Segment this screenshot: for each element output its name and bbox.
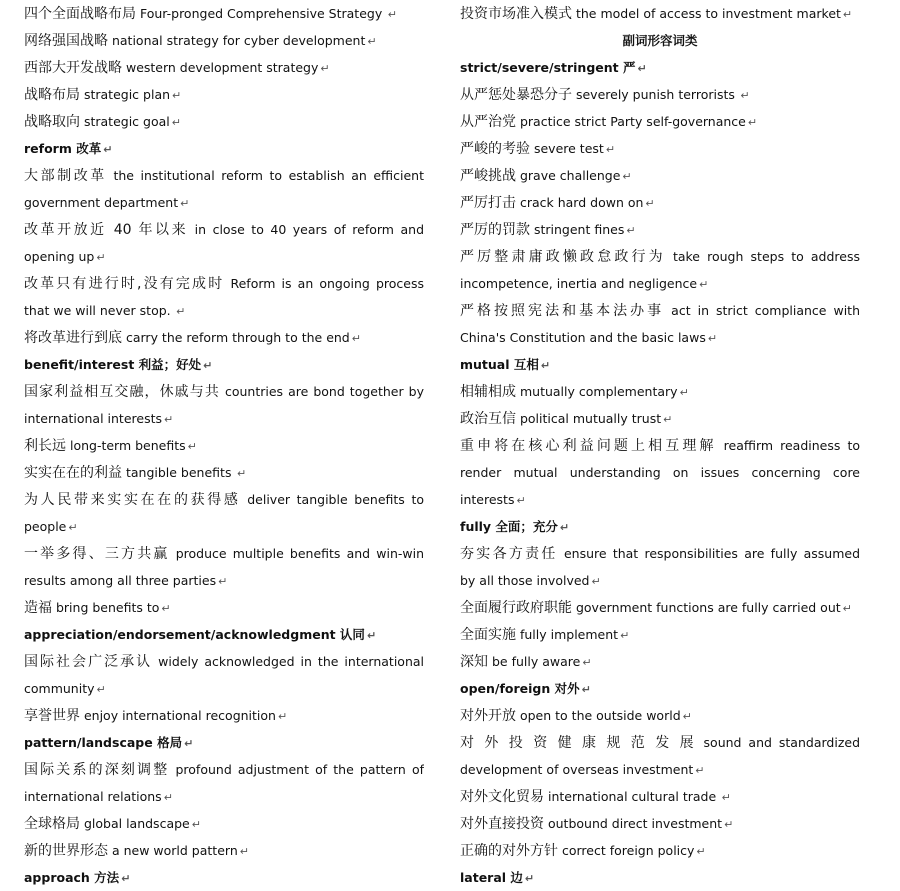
chinese-term: 享誉世界	[24, 708, 80, 724]
english-translation: people	[24, 519, 67, 534]
paragraph-mark-icon: ↵	[68, 521, 78, 534]
chinese-term: 重申将在核心利益问题上相互理解	[460, 438, 717, 454]
glossary-line	[24, 432, 424, 459]
paragraph-mark-icon: ↵	[622, 170, 632, 183]
glossary-line	[460, 459, 860, 486]
paragraph-mark-icon: ↵	[191, 818, 201, 831]
paragraph-mark-icon: ↵	[163, 791, 173, 804]
glossary-line	[24, 108, 424, 135]
paragraph-mark-icon: ↵	[184, 737, 194, 750]
glossary-line	[460, 297, 860, 324]
chinese-term: 严格按照宪法和基本法办事	[460, 303, 665, 319]
section-heading	[460, 513, 860, 540]
paragraph-mark-icon: ↵	[663, 413, 673, 426]
glossary-line	[24, 378, 424, 405]
glossary-line	[24, 243, 424, 270]
chinese-term: 从严惩处暴恐分子	[460, 87, 572, 103]
paragraph-mark-icon: ↵	[384, 8, 397, 21]
chinese-term: 深知	[460, 654, 488, 670]
glossary-line	[460, 189, 860, 216]
glossary-line	[24, 783, 424, 810]
english-translation: profound adjustment of the pattern of	[169, 762, 424, 777]
glossary-line	[24, 459, 424, 486]
paragraph-mark-icon: ↵	[540, 359, 551, 372]
glossary-line	[24, 27, 424, 54]
english-translation: tangible benefits	[122, 465, 232, 480]
section-heading	[24, 621, 424, 648]
heading-text: approach 方法	[24, 870, 120, 885]
right-column	[460, 0, 860, 891]
paragraph-mark-icon: ↵	[645, 197, 655, 210]
paragraph-mark-icon: ↵	[581, 683, 591, 696]
glossary-line	[24, 486, 424, 513]
english-translation: international cultural trade	[544, 789, 717, 804]
glossary-line	[460, 648, 860, 675]
english-translation: the model of access to investment market	[572, 6, 841, 21]
chinese-term: 对外直接投资	[460, 816, 544, 832]
paragraph-mark-icon: ↵	[239, 845, 249, 858]
chinese-term: 相辅相成	[460, 384, 516, 400]
english-translation: reaffirm readiness to	[716, 438, 860, 453]
glossary-line	[460, 837, 860, 864]
paragraph-mark-icon: ↵	[736, 89, 750, 102]
paragraph-mark-icon: ↵	[233, 467, 247, 480]
heading-text: appreciation/endorsement/acknowledgment 认同	[24, 627, 365, 642]
english-translation: China's Constitution and the basic laws	[460, 330, 706, 345]
english-translation: countries are bond together by	[219, 384, 424, 399]
english-translation: incompetence, inertia and negligence	[460, 276, 698, 291]
glossary-line	[460, 378, 860, 405]
english-translation: correct foreign policy	[558, 843, 695, 858]
chinese-term: 国际关系的深刻调整	[24, 762, 170, 778]
paragraph-mark-icon: ↵	[366, 629, 377, 642]
english-translation: government department	[24, 195, 179, 210]
heading-text: fully 全面；充分	[460, 519, 558, 534]
english-translation: carry the reform through to the end	[122, 330, 350, 345]
paragraph-mark-icon: ↵	[637, 62, 647, 75]
glossary-line	[460, 432, 860, 459]
chinese-term: 改革只有进行时,没有完成时	[24, 276, 225, 292]
english-translation: western development strategy	[122, 60, 319, 75]
english-translation: long-term benefits	[66, 438, 186, 453]
english-translation: international interests	[24, 411, 163, 426]
english-translation: ensure that responsibilities are fully assumed	[557, 546, 860, 561]
chinese-term: 对外开放	[460, 708, 516, 724]
english-translation: that we will never stop.	[24, 303, 171, 318]
glossary-line	[24, 216, 424, 243]
chinese-term: 严厉整肃庸政懒政怠政行为	[460, 249, 666, 265]
section-heading	[24, 351, 424, 378]
paragraph-mark-icon: ↵	[696, 845, 706, 858]
paragraph-mark-icon: ↵	[103, 143, 113, 156]
paragraph-mark-icon: ↵	[524, 872, 535, 885]
chinese-term: 网络强国战略	[24, 33, 108, 49]
paragraph-mark-icon: ↵	[559, 521, 570, 534]
paragraph-mark-icon: ↵	[605, 143, 616, 156]
glossary-line	[460, 729, 860, 756]
section-heading	[460, 351, 860, 378]
paragraph-mark-icon: ↵	[516, 494, 526, 507]
english-translation: development of overseas investment	[460, 762, 694, 777]
chinese-term: 新的世界形态	[24, 843, 108, 859]
chinese-term: 利长远	[24, 438, 66, 454]
english-translation: national strategy for cyber development	[108, 33, 366, 48]
heading-text: reform 改革	[24, 141, 102, 156]
paragraph-mark-icon: ↵	[121, 872, 131, 885]
english-translation: enjoy international recognition	[80, 708, 276, 723]
section-heading	[460, 675, 860, 702]
glossary-line	[460, 756, 860, 783]
english-translation: strategic plan	[80, 87, 171, 102]
chinese-term: 为人民带来实实在在的获得感	[24, 492, 241, 508]
english-translation: outbound direct investment	[544, 816, 723, 831]
glossary-line	[24, 567, 424, 594]
glossary-line	[24, 54, 424, 81]
paragraph-mark-icon: ↵	[277, 710, 288, 723]
english-translation: produce multiple benefits and win-win	[169, 546, 424, 561]
glossary-line	[24, 81, 424, 108]
english-translation: interests	[460, 492, 515, 507]
chinese-term: 严厉的罚款	[460, 222, 530, 238]
heading-text: strict/severe/stringent 严	[460, 60, 636, 75]
paragraph-mark-icon: ↵	[582, 656, 592, 669]
heading-text: 副词形容词类	[622, 33, 698, 48]
chinese-term: 从严治党	[460, 114, 516, 130]
chinese-term: 严峻挑战	[460, 168, 516, 184]
english-translation: political mutually trust	[516, 411, 662, 426]
glossary-line	[460, 108, 860, 135]
english-translation: Four-pronged Comprehensive Strategy	[136, 6, 383, 21]
section-heading	[24, 729, 424, 756]
english-translation: severely punish terrorists	[572, 87, 735, 102]
glossary-line	[460, 702, 860, 729]
english-translation: by all those involved	[460, 573, 590, 588]
chinese-term: 正确的对外方针	[460, 843, 558, 859]
glossary-line	[460, 540, 860, 567]
glossary-line	[24, 324, 424, 351]
chinese-term: 严厉打击	[460, 195, 516, 211]
chinese-term: 一举多得、三方共赢	[24, 546, 170, 562]
chinese-term: 全面实施	[460, 627, 516, 643]
chinese-term: 严峻的考验	[460, 141, 530, 157]
glossary-line	[24, 810, 424, 837]
section-heading	[460, 54, 860, 81]
glossary-line	[460, 486, 860, 513]
glossary-line	[460, 324, 860, 351]
left-column	[24, 0, 424, 891]
paragraph-mark-icon: ↵	[626, 224, 636, 237]
chinese-term: 改革开放近 40 年以来	[24, 222, 189, 238]
paragraph-mark-icon: ↵	[171, 116, 181, 129]
glossary-line	[24, 270, 424, 297]
chinese-term: 全面履行政府职能	[460, 600, 572, 616]
chinese-term: 国际社会广泛承认	[24, 654, 153, 670]
heading-text: mutual 互相	[460, 357, 539, 372]
chinese-term: 全球格局	[24, 816, 80, 832]
english-translation: opening up	[24, 249, 95, 264]
glossary-line	[460, 594, 860, 621]
glossary-line	[24, 540, 424, 567]
english-translation: international relations	[24, 789, 162, 804]
english-translation: community	[24, 681, 95, 696]
english-translation: take rough steps to address	[665, 249, 860, 264]
glossary-line	[24, 648, 424, 675]
chinese-term: 实实在在的利益	[24, 465, 122, 481]
english-translation: practice strict Party self-governance	[516, 114, 746, 129]
glossary-line	[24, 756, 424, 783]
glossary-line	[460, 0, 860, 27]
paragraph-mark-icon: ↵	[203, 359, 213, 372]
paragraph-mark-icon: ↵	[96, 683, 106, 696]
paragraph-mark-icon: ↵	[187, 440, 197, 453]
paragraph-mark-icon: ↵	[96, 251, 106, 264]
paragraph-mark-icon: ↵	[718, 791, 731, 804]
paragraph-mark-icon: ↵	[747, 116, 758, 129]
heading-text: open/foreign 对外	[460, 681, 580, 696]
chinese-term: 投资市场准入模式	[460, 6, 572, 22]
chinese-term: 对外文化贸易	[460, 789, 544, 805]
english-translation: deliver tangible benefits to	[240, 492, 424, 507]
paragraph-mark-icon: ↵	[591, 575, 601, 588]
paragraph-mark-icon: ↵	[172, 89, 182, 102]
glossary-line	[460, 405, 860, 432]
paragraph-mark-icon: ↵	[180, 197, 190, 210]
paragraph-mark-icon: ↵	[161, 602, 171, 615]
section-heading	[460, 864, 860, 891]
paragraph-mark-icon: ↵	[682, 710, 692, 723]
english-translation: widely acknowledged in the international	[152, 654, 424, 669]
section-heading	[24, 135, 424, 162]
english-translation: the institutional reform to establish an efficient	[106, 168, 424, 183]
section-heading	[460, 27, 860, 54]
english-translation: fully implement	[516, 627, 619, 642]
glossary-line	[460, 810, 860, 837]
glossary-line	[460, 135, 860, 162]
english-translation: global landscape	[80, 816, 190, 831]
glossary-line	[24, 162, 424, 189]
paragraph-mark-icon: ↵	[351, 332, 361, 345]
chinese-term: 战略取向	[24, 114, 80, 130]
glossary-line	[24, 837, 424, 864]
glossary-line	[24, 702, 424, 729]
heading-text: lateral 边	[460, 870, 523, 885]
chinese-term: 四个全面战略布局	[24, 6, 136, 22]
glossary-line	[460, 621, 860, 648]
heading-text: pattern/landscape 格局	[24, 735, 183, 750]
english-translation: mutually complementary	[516, 384, 678, 399]
glossary-line	[460, 243, 860, 270]
glossary-line	[460, 270, 860, 297]
english-translation: bring benefits to	[52, 600, 160, 615]
chinese-term: 将改革进行到底	[24, 330, 122, 346]
english-translation: sound and standardized	[696, 735, 860, 750]
english-translation: render mutual understanding on issues concerning core	[460, 465, 860, 480]
section-heading	[24, 864, 424, 891]
english-translation: strategic goal	[80, 114, 170, 129]
glossary-line	[24, 513, 424, 540]
english-translation: act in strict compliance with	[664, 303, 860, 318]
glossary-line	[460, 81, 860, 108]
chinese-term: 大部制改革	[24, 168, 107, 184]
english-translation: in close to 40 years of reform and	[188, 222, 424, 237]
chinese-term: 造福	[24, 600, 52, 616]
paragraph-mark-icon: ↵	[320, 62, 330, 75]
chinese-term: 国家利益相互交融，休戚与共	[24, 384, 220, 400]
english-translation: a new world pattern	[108, 843, 238, 858]
chinese-term: 政治互信	[460, 411, 516, 427]
paragraph-mark-icon: ↵	[842, 8, 853, 21]
glossary-line	[24, 594, 424, 621]
paragraph-mark-icon: ↵	[695, 764, 705, 777]
paragraph-mark-icon: ↵	[172, 305, 186, 318]
english-translation: open to the outside world	[516, 708, 681, 723]
heading-text: benefit/interest 利益；好处	[24, 357, 202, 372]
glossary-line	[460, 783, 860, 810]
glossary-line	[24, 297, 424, 324]
glossary-line	[460, 216, 860, 243]
glossary-line	[24, 405, 424, 432]
paragraph-mark-icon: ↵	[699, 278, 709, 291]
english-translation: be fully aware	[488, 654, 581, 669]
glossary-line	[24, 189, 424, 216]
chinese-term: 夯实各方责任	[460, 546, 558, 562]
paragraph-mark-icon: ↵	[218, 575, 228, 588]
chinese-term: 战略布局	[24, 87, 80, 103]
english-translation: grave challenge	[516, 168, 621, 183]
paragraph-mark-icon: ↵	[842, 602, 852, 615]
glossary-line	[460, 162, 860, 189]
chinese-term: 对 外 投 资 健 康 规 范 发 展	[460, 735, 697, 751]
paragraph-mark-icon: ↵	[707, 332, 718, 345]
english-translation: government functions are fully carried out	[572, 600, 841, 615]
english-translation: Reform is an ongoing process	[224, 276, 424, 291]
paragraph-mark-icon: ↵	[679, 386, 689, 399]
paragraph-mark-icon: ↵	[620, 629, 630, 642]
paragraph-mark-icon: ↵	[367, 35, 377, 48]
paragraph-mark-icon: ↵	[164, 413, 174, 426]
english-translation: severe test	[530, 141, 604, 156]
english-translation: crack hard down on	[516, 195, 644, 210]
paragraph-mark-icon: ↵	[724, 818, 734, 831]
chinese-term: 西部大开发战略	[24, 60, 122, 76]
glossary-line	[24, 675, 424, 702]
english-translation: stringent fines	[530, 222, 625, 237]
glossary-line	[24, 0, 424, 27]
glossary-line	[460, 567, 860, 594]
english-translation: results among all three parties	[24, 573, 217, 588]
